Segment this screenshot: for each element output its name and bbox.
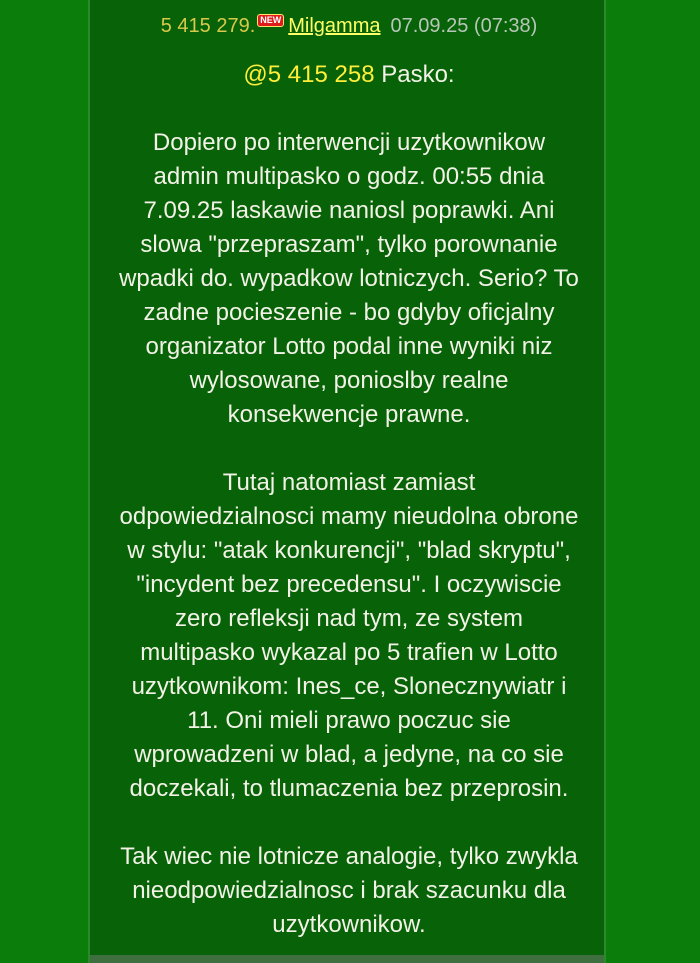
post-text-line: slowa "przepraszam", tylko porownanie [140,231,558,258]
paragraph-gap [90,806,608,840]
post-text-line: organizator Lotto podal inne wyniki niz [145,333,553,360]
post-text-line: uzytkownikow. [272,911,426,938]
paragraph-gap [90,92,608,126]
post-text-line: 11. Oni mieli prawo poczuc sie [187,707,511,734]
post-date: 07.09.25 (07:38) [390,15,538,37]
post-text-line: odpowiedzialnosci mamy nieudolna obrone [119,503,579,530]
post-text-line: admin multipasko o godz. 00:55 dnia [153,163,545,190]
post-text-line: konsekwencje prawne. [227,401,471,428]
post-text-line: Dopiero po interwencji uzytkownikow [152,129,546,156]
post-body [90,58,608,942]
new-badge-icon: NEW [257,14,284,27]
post-text-line: wylosowane, ponioslby realne [189,367,509,394]
mention-name: Pasko: [374,61,455,88]
post-footer-bar [90,955,604,963]
post-text-line: doczekali, to tlumaczenia bez przeprosin. [129,775,569,802]
post-header [90,12,608,40]
post-number[interactable]: 5 415 279. [160,15,256,37]
post-text-line: "incydent bez precedensu". I oczywiscie [136,571,562,598]
post-text-line: zero refleksji nad tym, ze system [174,605,524,632]
post-text-line: wprowadzeni w blad, a jedyne, na co sie [134,741,564,768]
post-text-line: 7.09.25 laskawie naniosl poprawki. Ani [143,197,555,224]
mention-link[interactable]: @5 415 258 [243,61,375,88]
post-text-line: Tak wiec nie lotnicze analogie, tylko zwykla [120,843,578,870]
post-paragraphs [90,126,608,942]
post-text-line: Tutaj natomiast zamiast [222,469,476,496]
author-link[interactable]: Milgamma [288,15,381,37]
post-text-line: multipasko wykazal po 5 trafien w Lotto [140,639,558,666]
paragraph-gap [90,432,608,466]
post-text-line: nieodpowiedzialnosc i brak szacunku dla [132,877,566,904]
forum-post [88,0,606,963]
post-text-line: uzytkownikom: Ines_ce, Slonecznywiatr i [131,673,567,700]
post-text-line: zadne pocieszenie - bo gdyby oficjalny [143,299,555,326]
post-text-line: w stylu: "atak konkurencji", "blad skryptu", [127,537,571,564]
post-text-line: wpadki do. wypadkow lotniczych. Serio? To [119,265,579,292]
reply-line [90,58,608,92]
